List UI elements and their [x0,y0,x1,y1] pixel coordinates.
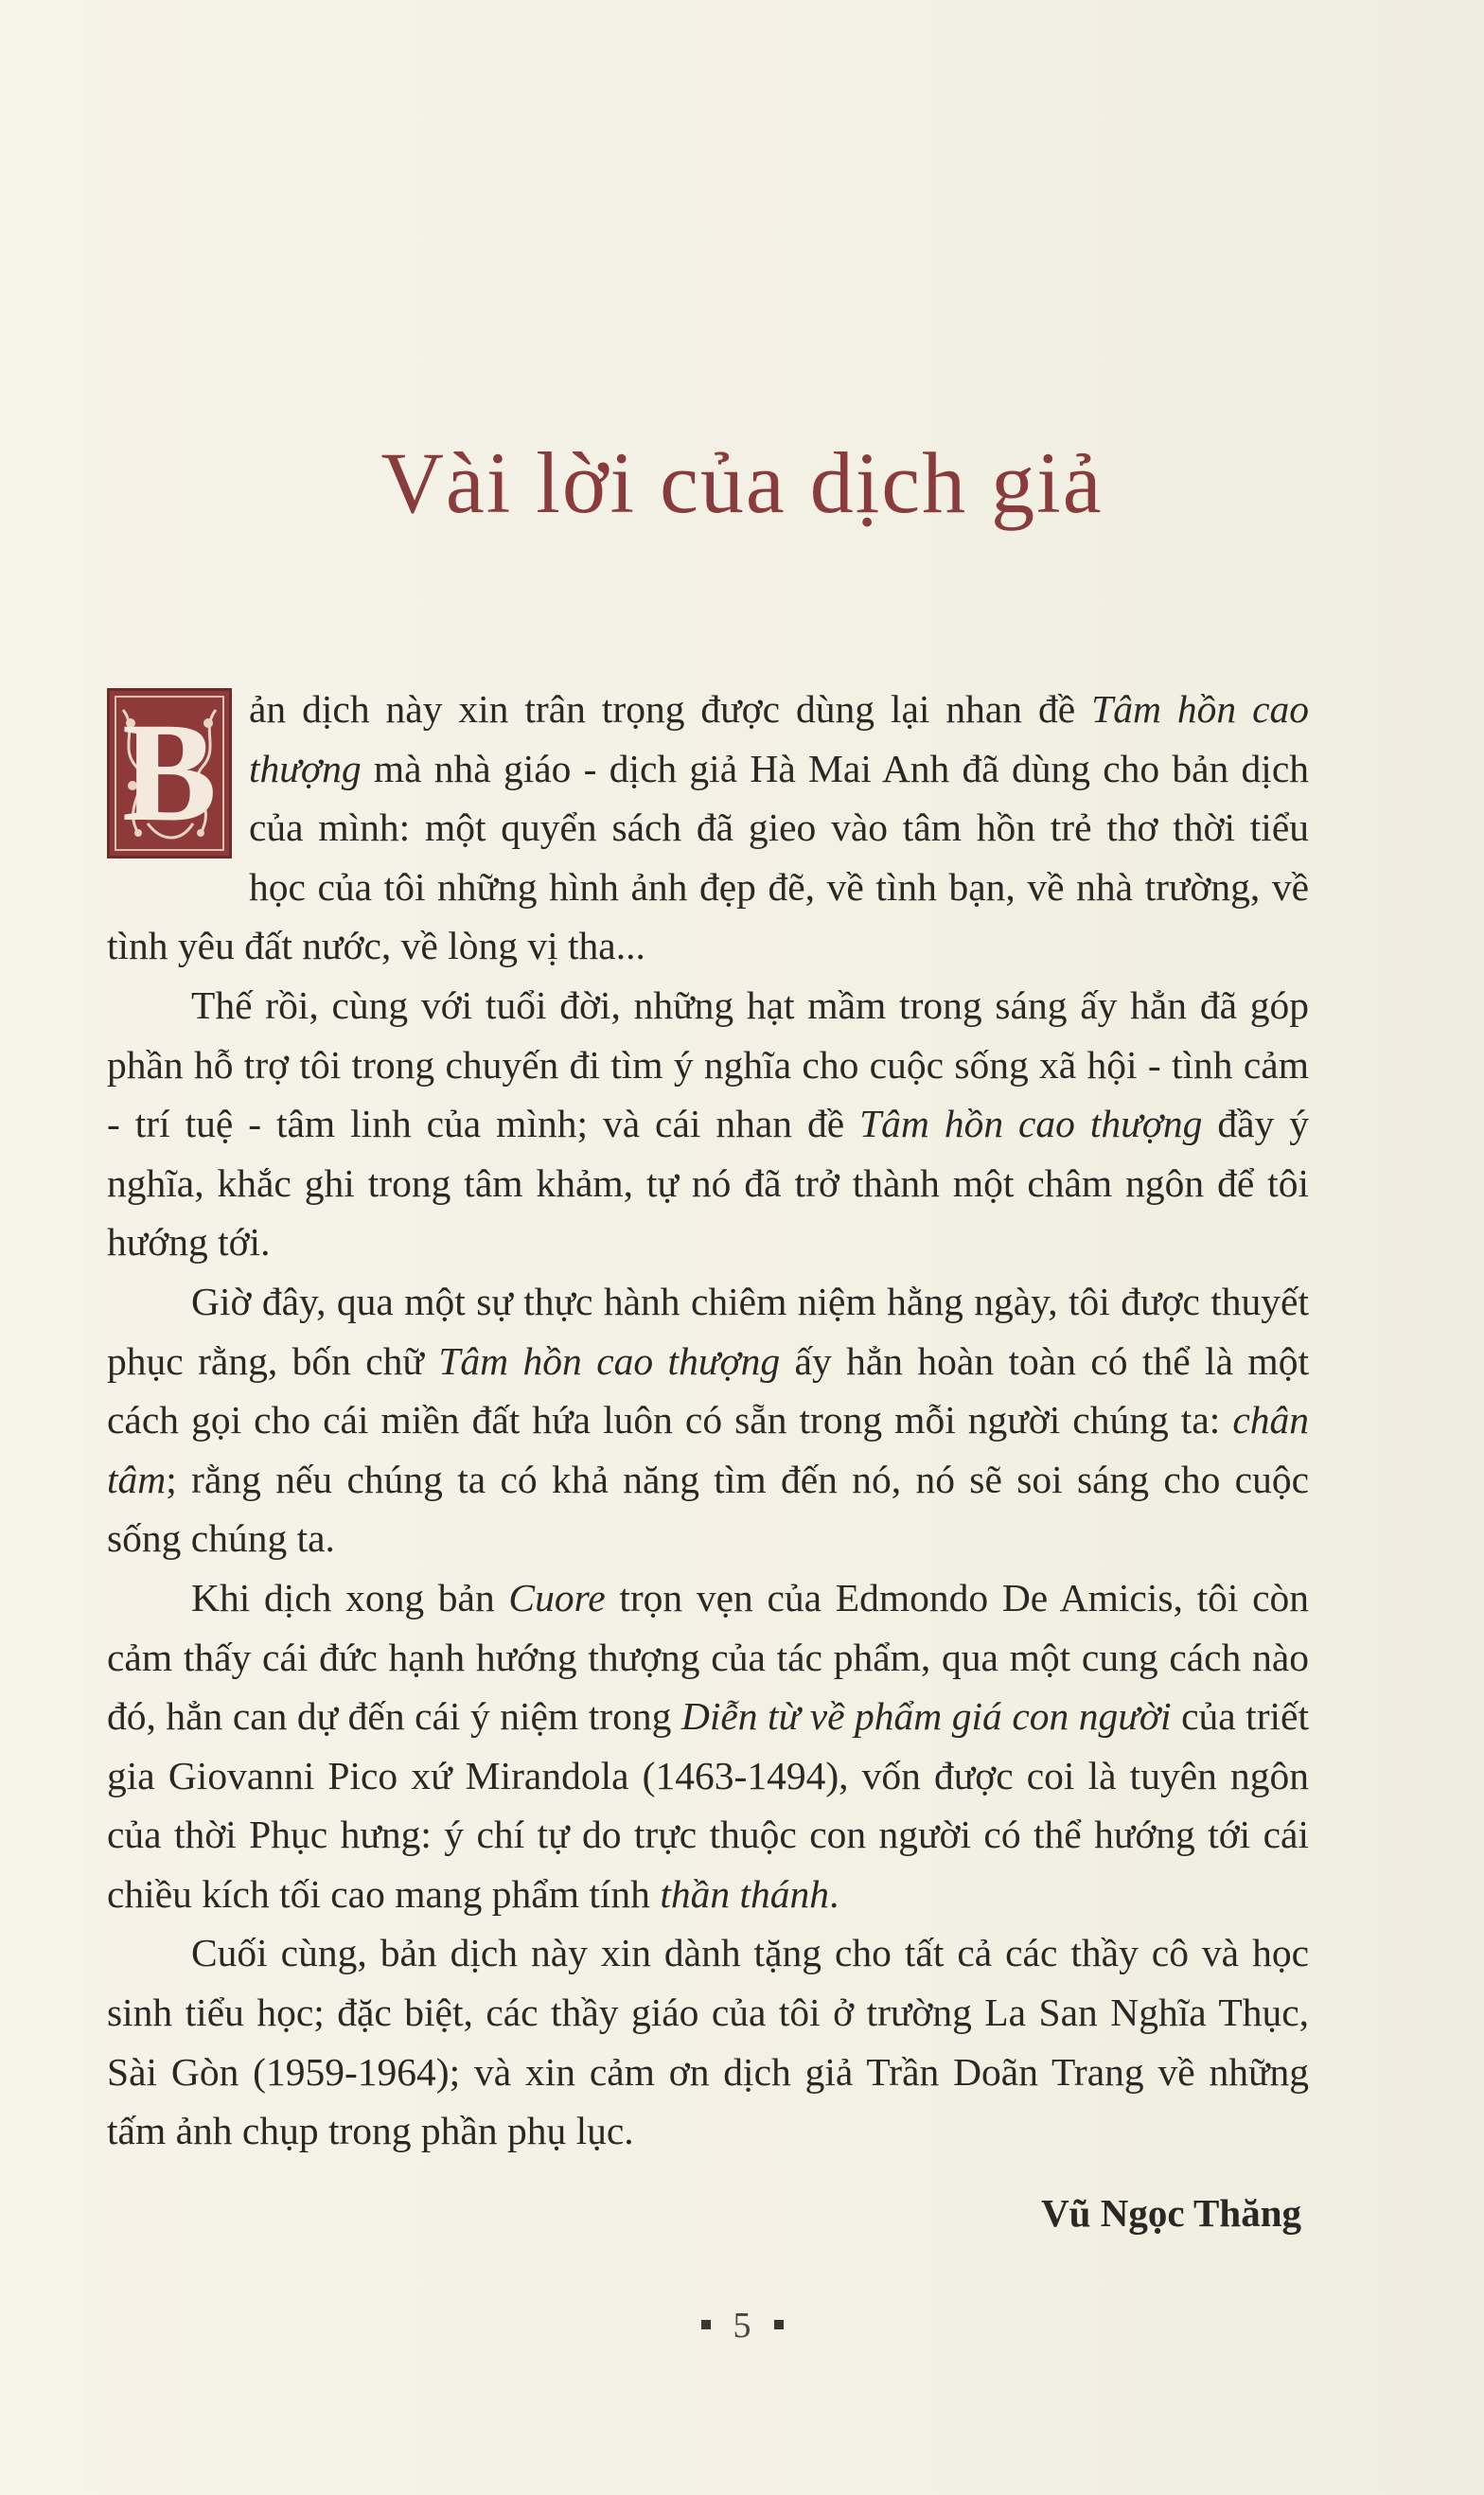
text-run: ấy hẳn hoàn toàn có thể là một cách gọi cho cái miền đất hứa luôn có sẵn trong mỗi người chúng ta: [107,1338,1309,1442]
text-run: ản dịch này xin trân trọng được dùng lại nhan đề [249,687,1092,731]
paragraph [107,976,1309,1272]
italic-text-run: chân tâm [107,1398,1309,1501]
italic-text-run: Cuore [508,1575,606,1619]
italic-text-run: Diễn từ về phẩm giá con người [680,1694,1172,1739]
italic-text-run: Tâm hồn cao thượng [438,1338,781,1383]
paragraph [107,1568,1309,1924]
paragraph [107,1272,1309,1568]
text-run: mà nhà giáo - dịch giả Hà Mai Anh đã dùng cho bản dịch của mình: một quyển sách đã gieo vào tâm hồn trẻ thơ thời tiểu học của tôi những hình ảnh đẹp đẽ, về tình bạn, về nhà trường, về tình yêu đất nước, về lòng vị tha... [107,746,1309,968]
dropcap-letter: B [121,694,218,851]
body-text [107,680,1309,2161]
text-run: . [829,1871,839,1916]
text-run: trọn vẹn của Edmondo De Amicis, tôi còn cảm thấy cái đức hạnh hướng thượng của tác phẩm, qua một cung cách nào đó, hẳn can dự đến cái ý niệm trong [107,1575,1310,1739]
text-run: Cuối cùng, bản dịch này xin dành tặng cho tất cả các thầy cô và học sinh tiểu học; đặc biệt, các thầy giáo của tôi ở trường La San Nghĩa Thục, Sài Gòn (1959-1964); và xin cảm ơn dịch giả Trần Doãn Trang về những tấm ảnh chụp trong phần phụ lục. [107,1931,1309,2153]
dropcap-ornament [107,688,232,858]
page-number: 5 [733,2306,751,2345]
square-bullet-icon [701,2320,711,2329]
text-run: Khi dịch xong bản [191,1575,509,1619]
page-number-footer [0,2305,1484,2346]
text-run: ; rằng nếu chúng ta có khả năng tìm đến nó, nó sẽ soi sáng cho cuộc sống chúng ta. [107,1457,1309,1561]
text-run: đầy ý nghĩa, khắc ghi trong tâm khảm, tự nó đã trở thành một châm ngôn để tôi hướng tới. [107,1102,1309,1265]
italic-text-run: thần thánh [660,1871,829,1916]
translator-signature: Vũ Ngọc Thăng [1041,2191,1301,2235]
text-run: của triết gia Giovanni Pico xứ Mirandola (1463-1494), vốn được coi là tuyên ngôn của thời Phục hưng: ý chí tự do trực thuộc con người có thể hướng tới cái chiều kích tối cao mang phẩm tính [107,1694,1310,1916]
square-bullet-icon [774,2320,784,2329]
text-run: Giờ đây, qua một sự thực hành chiêm niệm hằng ngày, tôi được thuyết phục rằng, bốn chữ [107,1279,1309,1383]
italic-text-run: Tâm hồn cao thượng [859,1102,1203,1146]
paragraph [107,1923,1309,2160]
paragraph [107,680,1309,976]
italic-text-run: Tâm hồn cao thượng [249,687,1309,790]
text-run: Thế rồi, cùng với tuổi đời, những hạt mầm trong sáng ấy hẳn đã góp phần hỗ trợ tôi trong chuyến đi tìm ý nghĩa cho cuộc sống xã hội - tình cảm - trí tuệ - tâm linh của mình; và cái nhan đề [107,982,1309,1146]
page-title: Vài lời của dịch giả [380,434,1104,531]
